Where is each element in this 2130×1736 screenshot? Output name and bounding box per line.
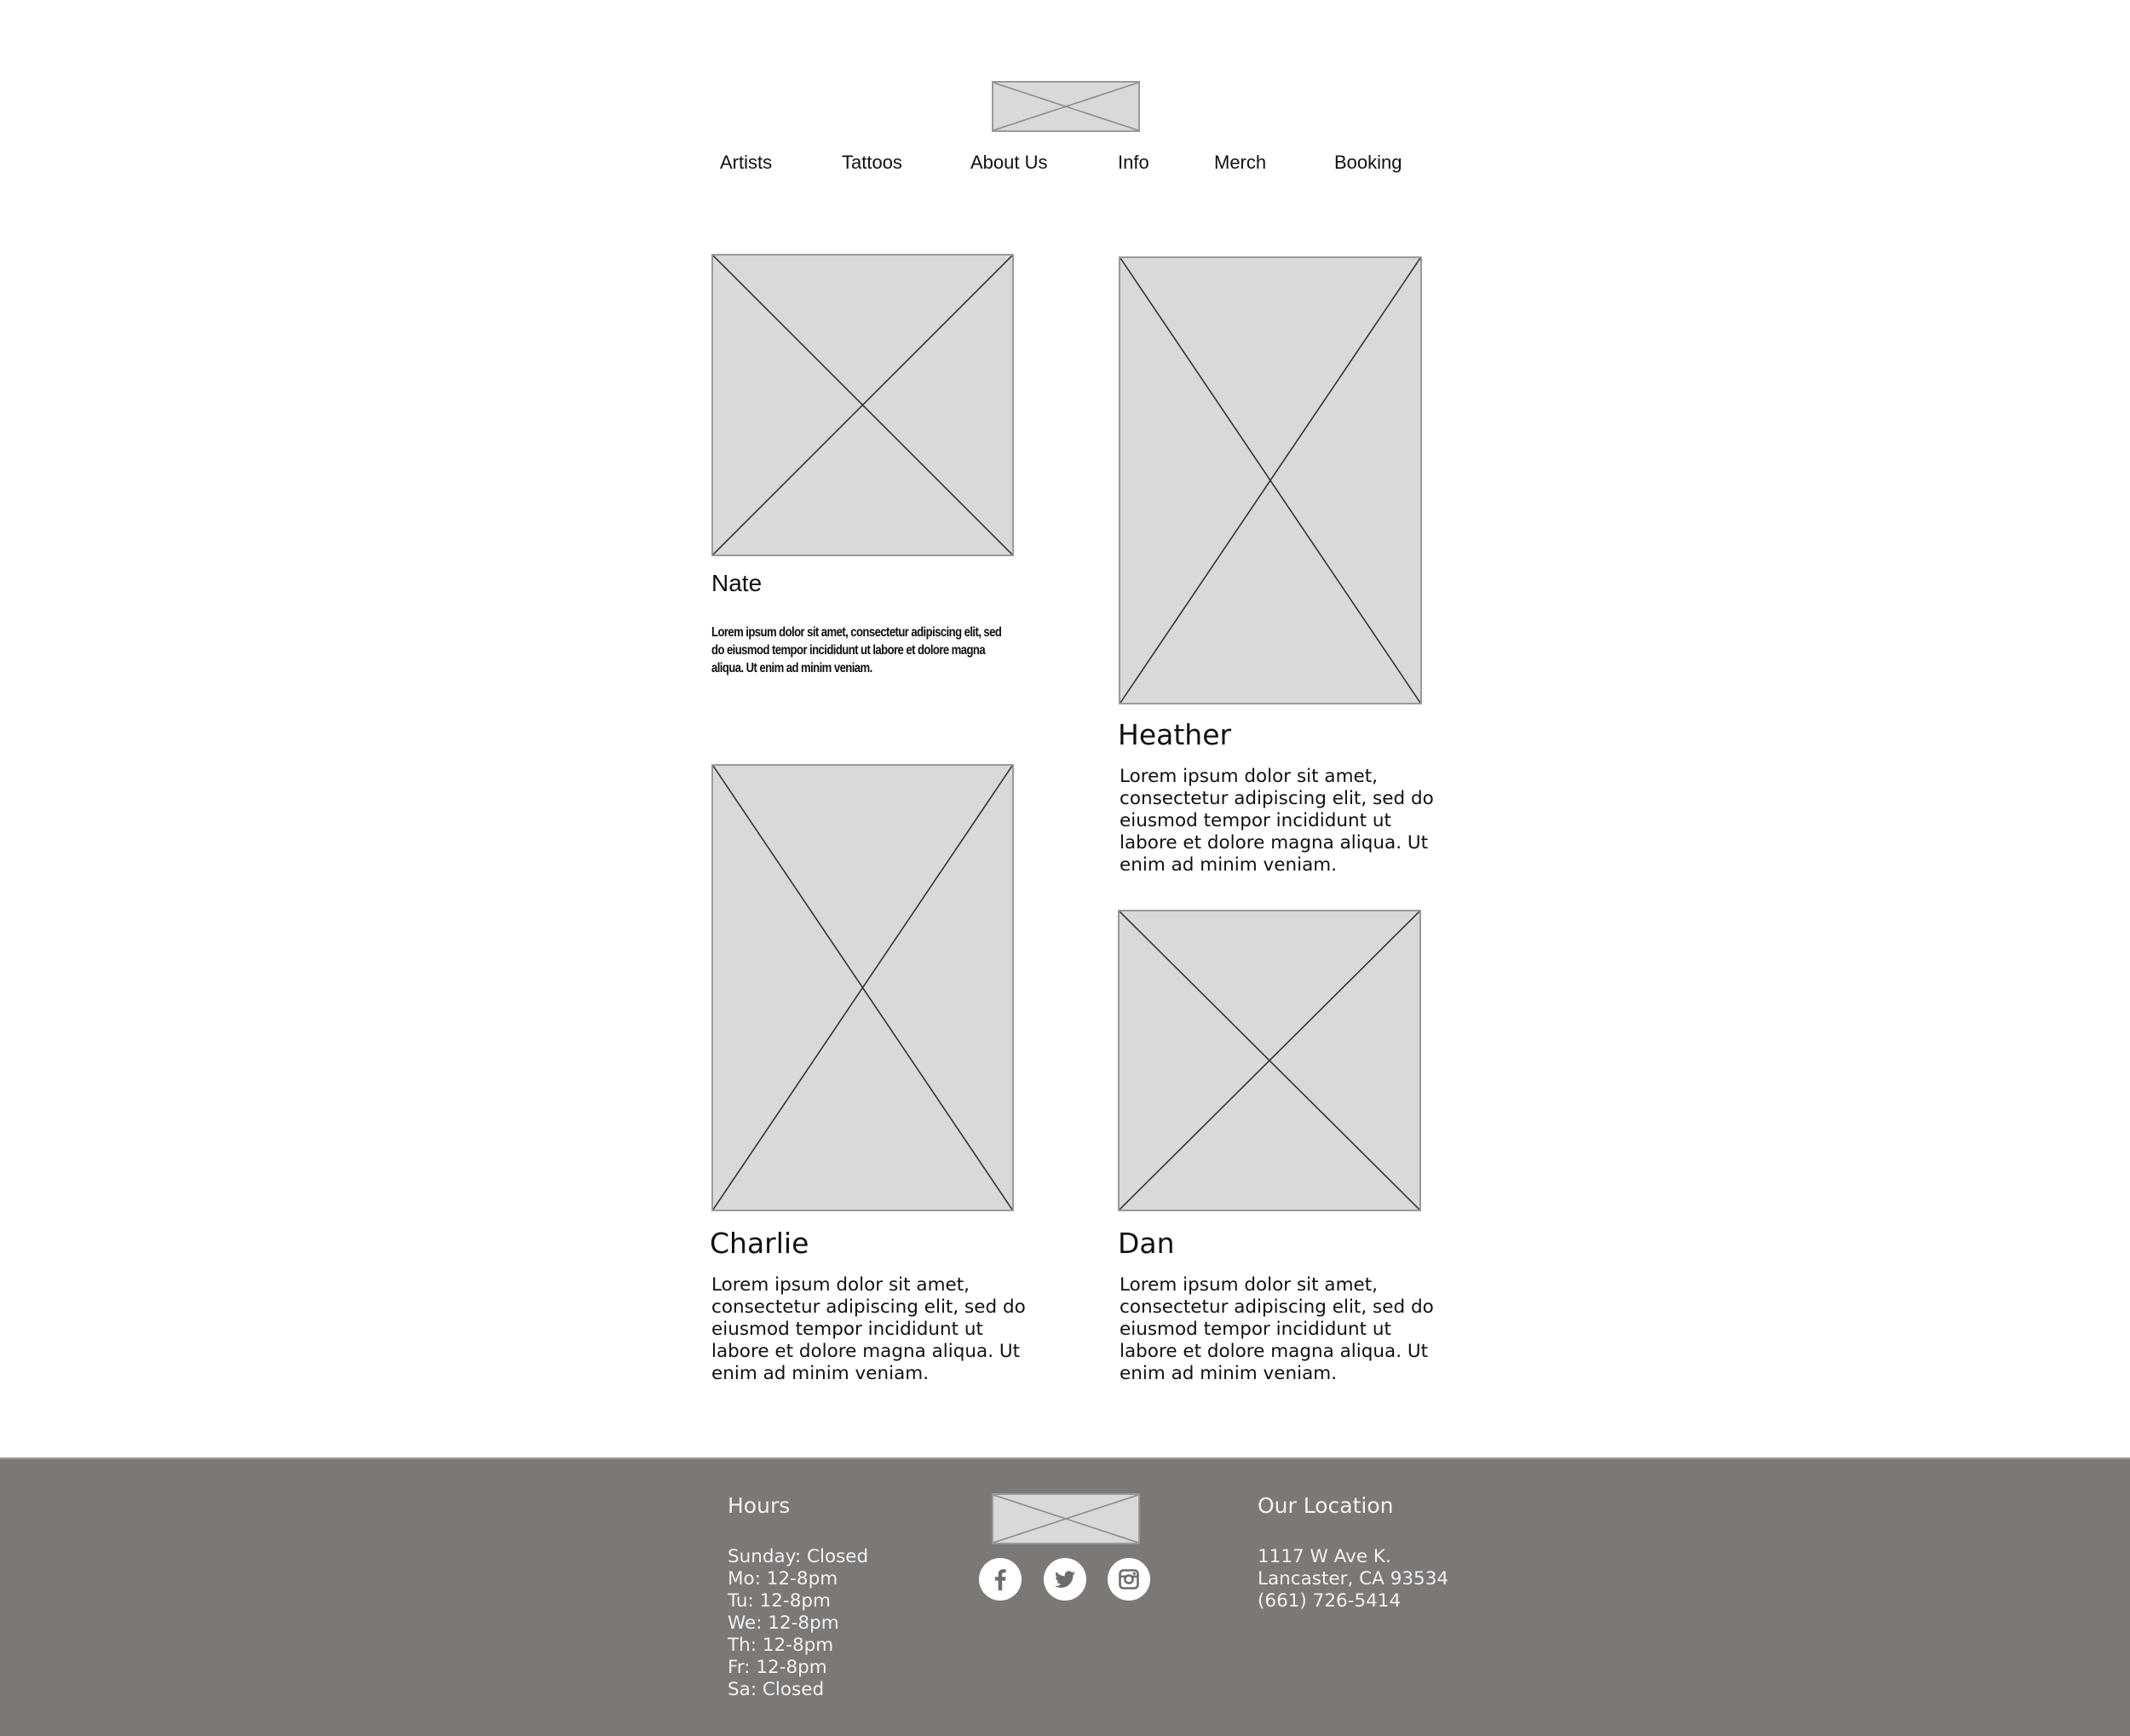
artist-name: Dan [1118,1227,1175,1260]
hours-line: Tu: 12-8pm [728,1590,831,1612]
image-placeholder-icon [713,256,1012,555]
artist-photo[interactable] [1119,256,1422,704]
artist-name: Nate [711,570,763,596]
site-footer [0,1457,2130,1736]
nav-item-booking[interactable]: Booking [1334,152,1402,173]
image-placeholder-icon [713,766,1012,1210]
facebook-icon [979,1558,1022,1601]
hours-line: We: 12-8pm [728,1612,839,1634]
artist-bio: Lorem ipsum dolor sit amet, consectetur adipiscing elit, sed do eiusmod tempor incididunt ut labore et dolore magna aliqua. Ut enim ad minim veniam. [1120,1274,1434,1384]
facebook-link[interactable] [979,1558,1022,1601]
image-placeholder-icon [993,83,1138,130]
hours-line: Th: 12-8pm [728,1635,834,1656]
artist-name: Charlie [710,1227,809,1260]
twitter-link[interactable] [1044,1558,1086,1601]
address-line: 1117 W Ave K. [1258,1546,1391,1567]
artist-photo[interactable] [1118,910,1421,1211]
hours-line: Fr: 12-8pm [728,1657,827,1678]
location-title: Our Location [1258,1493,1394,1518]
logo-placeholder[interactable] [992,81,1140,132]
instagram-icon [1108,1558,1150,1601]
image-placeholder-icon [993,1495,1138,1543]
nav-item-artists[interactable]: Artists [720,152,773,173]
nav-item-merch[interactable]: Merch [1214,152,1267,173]
image-placeholder-icon [1120,911,1419,1210]
hours-line: Mo: 12-8pm [728,1568,838,1589]
nav-item-info[interactable]: Info [1118,152,1149,173]
twitter-icon [1044,1558,1086,1601]
hours-title: Hours [728,1493,791,1518]
image-placeholder-icon [1120,258,1420,703]
hours-line: Sa: Closed [728,1679,825,1700]
footer-logo-placeholder[interactable] [992,1493,1140,1544]
artist-photo[interactable] [711,254,1014,556]
phone-number[interactable]: (661) 726-5414 [1258,1590,1402,1612]
hours-list [728,1546,868,1701]
location-list [1258,1546,1448,1612]
artist-bio: Lorem ipsum dolor sit amet, consectetur adipiscing elit, sed do eiusmod tempor incididunt ut labore et dolore magna aliqua. Ut enim ad minim veniam. [711,1274,1026,1384]
artist-bio: Lorem ipsum dolor sit amet, consectetur adipiscing elit, sed do eiusmod tempor incididunt ut labore et dolore magna aliqua. Ut enim ad minim veniam. [1120,766,1434,876]
hours-line: Sunday: Closed [728,1546,869,1567]
instagram-link[interactable] [1108,1558,1150,1601]
artist-name: Heather [1118,718,1232,751]
nav-item-tattoos[interactable]: Tattoos [842,152,902,173]
address-line: Lancaster, CA 93534 [1258,1568,1449,1589]
artist-photo[interactable] [711,764,1014,1211]
nav-item-about-us[interactable]: About Us [970,152,1048,173]
artist-bio: Lorem ipsum dolor sit amet, consectetur adipiscing elit, sed do eiusmod tempor incididunt ut labore et dolore magna aliqua. Ut enim ad minim veniam. [711,625,1002,675]
